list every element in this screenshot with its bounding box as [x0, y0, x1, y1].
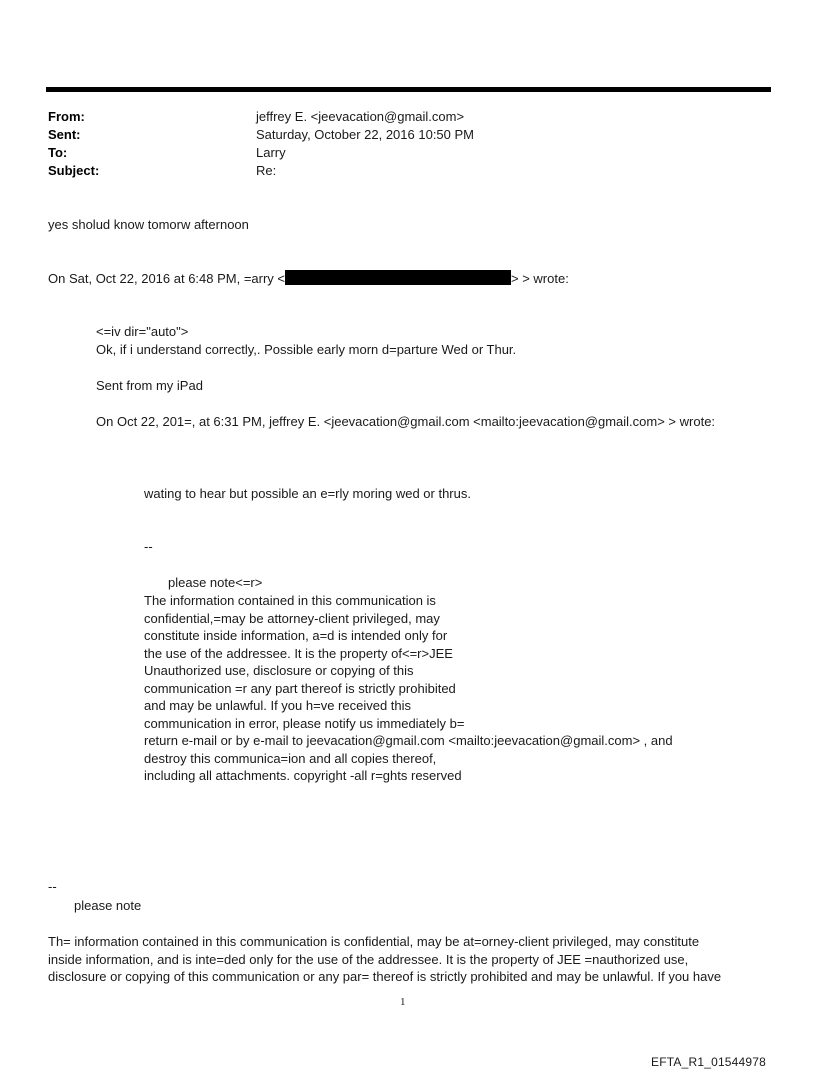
disclaimer-line: Th= information contained in this communication is confidential, may be at=orney-client privileged, may constitute: [48, 934, 700, 949]
disclaimer-line: including all attachments. copyright -all r=ghts reserved: [144, 768, 462, 783]
waiting-line: wating to hear but possible an e=rly moring wed or thrus.: [144, 486, 471, 501]
page-number: 1: [400, 996, 406, 1008]
div-tag-text: <=iv dir="auto">: [96, 324, 189, 339]
header-rule: [46, 87, 771, 92]
redaction-bar: [285, 270, 511, 285]
inner-disclaimer: [144, 592, 673, 785]
sent-value: Saturday, October 22, 2016 10:50 PM: [256, 127, 475, 142]
quote1-intro-end: > > wrote:: [511, 271, 569, 286]
subject-value: Re:: [256, 163, 277, 178]
disclaimer-line: communication =r any part thereof is strictly prohibited: [144, 680, 456, 696]
from-label: From:: [48, 109, 85, 124]
sent-from-line: Sent from my iPad: [96, 378, 203, 393]
from-value: jeffrey E. <jeevacation@gmail.com>: [256, 109, 465, 124]
disclaimer-line: inside information, and is inte=ded only for the use of the addressee. It is the property of JEE =nauthorized use,: [48, 951, 689, 967]
disclaimer-line: Unauthorized use, disclosure or copying of this: [144, 663, 414, 678]
to-value: Larry: [256, 145, 286, 160]
reply-text: yes sholud know tomorw afternoon: [48, 217, 249, 232]
inner-please-note: please note<=r>: [168, 575, 263, 590]
disclaimer-line: disclosure or copying of this communication or any par= thereof is strictly prohibited and may be unlawful. If you have: [48, 969, 722, 984]
quote2-intro: On Oct 22, 201=, at 6:31 PM, jeffrey E. <jeevacation@gmail.com <mailto:jeevacation@gmail.com> > wrote:: [96, 414, 716, 429]
subject-label: Subject:: [48, 163, 100, 178]
disclaimer-line: constitute inside information, a=d is intended only for: [144, 628, 448, 643]
disclaimer-line: The information contained in this communication is: [144, 593, 436, 608]
quote1-intro-start: On Sat, Oct 22, 2016 at 6:48 PM, =arry <: [48, 271, 286, 286]
disclaimer-line: return e-mail or by e-mail to jeevacation@gmail.com <mailto:jeevacation@gmail.com> , and: [144, 733, 673, 748]
to-label: To:: [48, 145, 68, 160]
sent-label: Sent:: [48, 127, 81, 142]
disclaimer-line: the use of the addressee. It is the property of<=r>JEE: [144, 645, 453, 661]
disclaimer-line: confidential,=may be attorney-client privileged, may: [144, 610, 440, 626]
outer-sig-dash: --: [48, 879, 57, 894]
inner-sig-dash: --: [144, 539, 153, 554]
outer-please-note: please note: [74, 898, 142, 913]
ok-line: Ok, if i understand correctly,. Possible early morn d=parture Wed or Thur.: [96, 342, 517, 357]
quote1-intro: [48, 270, 569, 288]
bates-number: EFTA_R1_01544978: [651, 1055, 767, 1069]
disclaimer-line: destroy this communica=ion and all copies thereof,: [144, 750, 437, 766]
disclaimer-line: and may be unlawful. If you h=ve received this: [144, 698, 412, 713]
outer-disclaimer: [48, 933, 721, 986]
disclaimer-line: communication in error, please notify us immediately b=: [144, 715, 465, 731]
